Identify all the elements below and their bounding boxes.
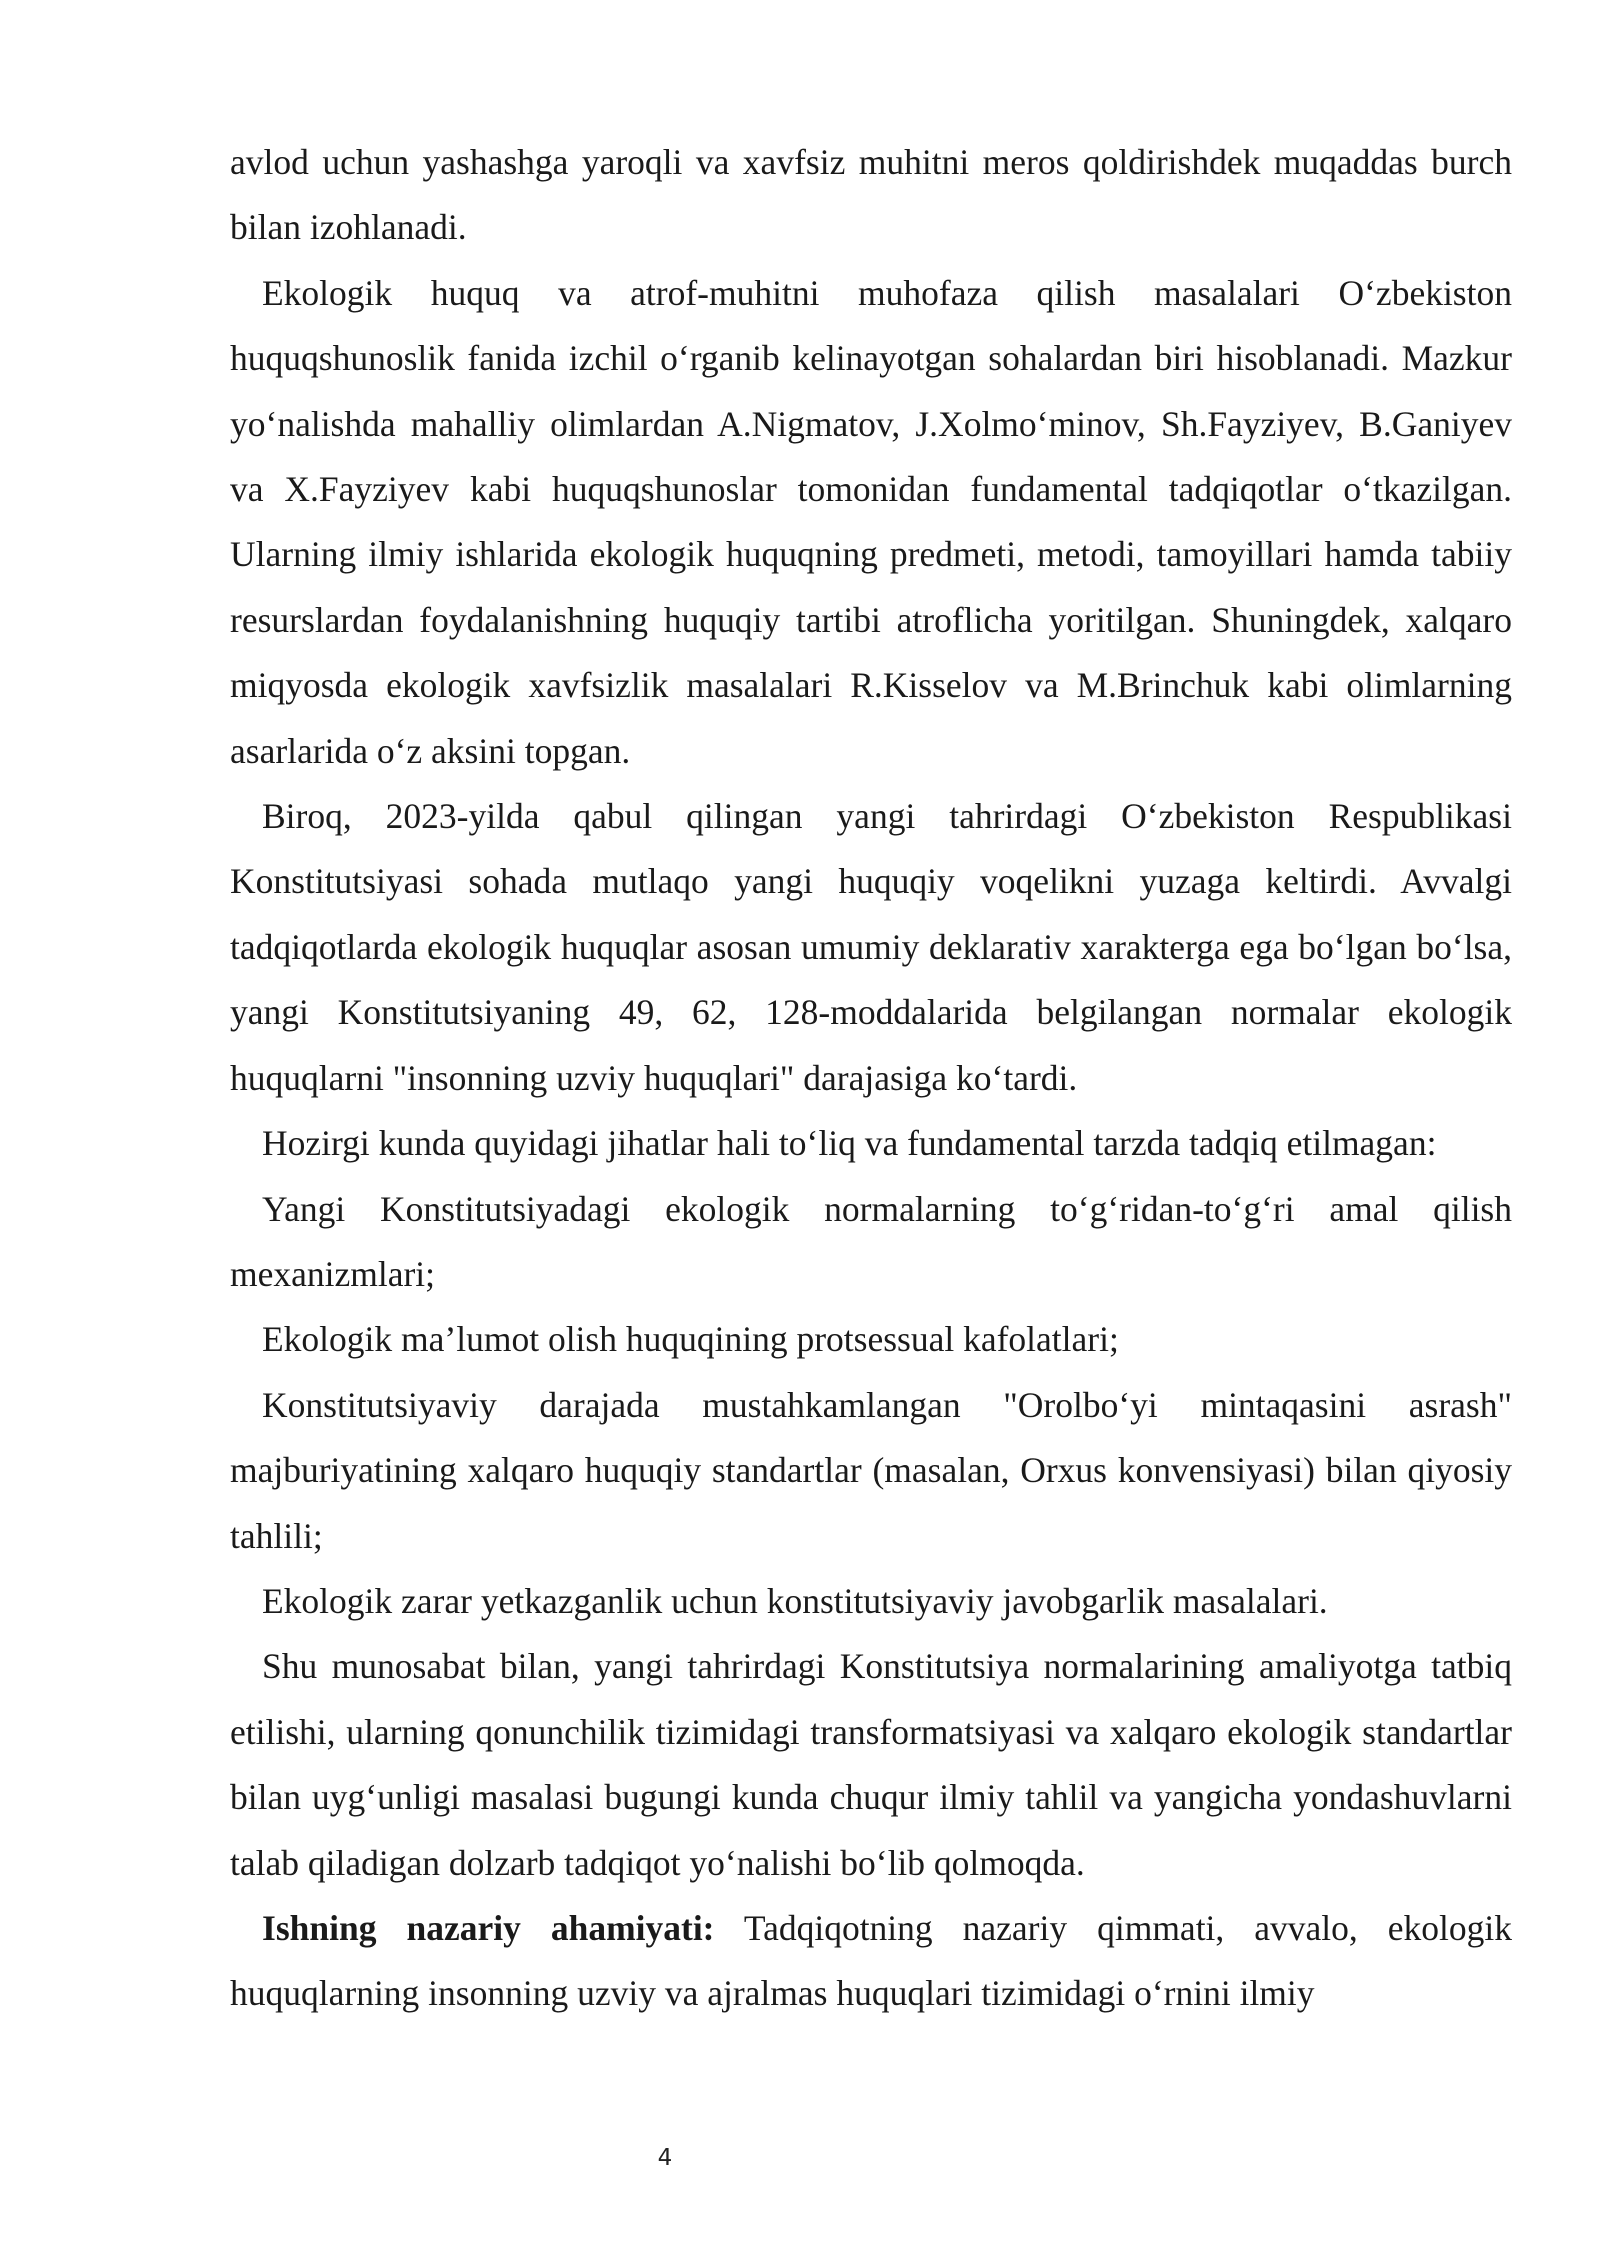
list-item-aral-comparison: Konstitutsiyaviy darajada mustahkamlangan "Orolbo‘yi mintaqasini asrash" majburiyatining xalqaro huquqiy standartlar (masalan, Orxus konvensiyasi) bilan qiyosiy tahlili; bbox=[230, 1384, 1512, 1556]
list-item-direct-action: Yangi Konstitutsiyadagi ekologik normalarning to‘g‘ridan-to‘g‘ri amal qilish mexanizmlari; bbox=[230, 1188, 1512, 1294]
section-heading: Ishning nazariy ahamiyati: bbox=[262, 1907, 715, 1948]
paragraph-theoretical-significance bbox=[230, 1896, 1512, 2027]
paragraph-literature-review: Ekologik huquq va atrof-muhitni muhofaza qilish masalalari O‘zbekiston huquqshunoslik fanida izchil o‘rganib kelinayotgan sohalardan biri hisoblanadi. Mazkur yo‘nalishda mahalliy olimlardan A.Nigmatov, J.Xolmo‘minov, Sh.Fayziyev, B.Ganiyev va X.Fayziyev kabi huquqshunoslar tomonidan fundamental tadqiqotlar o‘tkazilgan. Ularning ilmiy ishlarida ekologik huquqning predmeti, metodi, tamoyillari hamda tabiiy resurslardan foydalanishning huquqiy tartibi atroflicha yoritilgan. Shuningdek, xalqaro miqyosda ekologik xavfsizlik masalalari R.Kisselov va M.Brinchuk kabi olimlarning asarlarida o‘z aksini topgan. bbox=[230, 272, 1512, 771]
document-page bbox=[230, 130, 1512, 2027]
list-item-liability: Ekologik zarar yetkazganlik uchun konstitutsiyaviy javobgarlik masalalari. bbox=[262, 1580, 1328, 1621]
paragraph-unstudied-aspects: Hozirgi kunda quyidagi jihatlar hali to‘liq va fundamental tarzda tadqiq etilmagan: bbox=[262, 1123, 1437, 1164]
paragraph-constitution-2023: Biroq, 2023-yilda qabul qilingan yangi tahrirdagi O‘zbekiston Respublikasi Konstitutsiyasi sohada mutlaqo yangi huquqiy voqelikni yuzaga keltirdi. Avvalgi tadqiqotlarda ekologik huquqlar asosan umumiy deklarativ xarakterga ega bo‘lgan bo‘lsa, yangi Konstitutsiyaning 49, 62, 128-moddalarida belgilangan normalar ekologik huquqlarni "insonning uzviy huquqlari" darajasiga ko‘tardi. bbox=[230, 796, 1512, 1098]
paragraph-continuation: avlod uchun yashashga yaroqli va xavfsiz muhitni meros qoldirishdek muqaddas burch bilan izohlanadi. bbox=[230, 142, 1512, 248]
paragraph-relevance: Shu munosabat bilan, yangi tahrirdagi Konstitutsiya normalarining amaliyotga tatbiq etilishi, ularning qonunchilik tizimidagi transformatsiyasi va xalqaro ekologik standartlar bilan uyg‘unligi masalasi bugungi kunda chuqur ilmiy tahlil va yangicha yondashuvlarni talab qiladigan dolzarb tadqiqot yo‘nalishi bo‘lib qolmoqda. bbox=[230, 1646, 1512, 1883]
section-text: Tadqiqotning nazariy qimmati, avvalo, ekologik huquqlarning insonning uzviy va ajralmas huquqlari tizimidagi o‘rnini ilmiy bbox=[230, 1907, 1513, 2014]
page-number: 4 bbox=[657, 2145, 673, 2171]
list-item-information-right: Ekologik ma’lumot olish huquqining protsessual kafolatlari; bbox=[262, 1319, 1119, 1360]
